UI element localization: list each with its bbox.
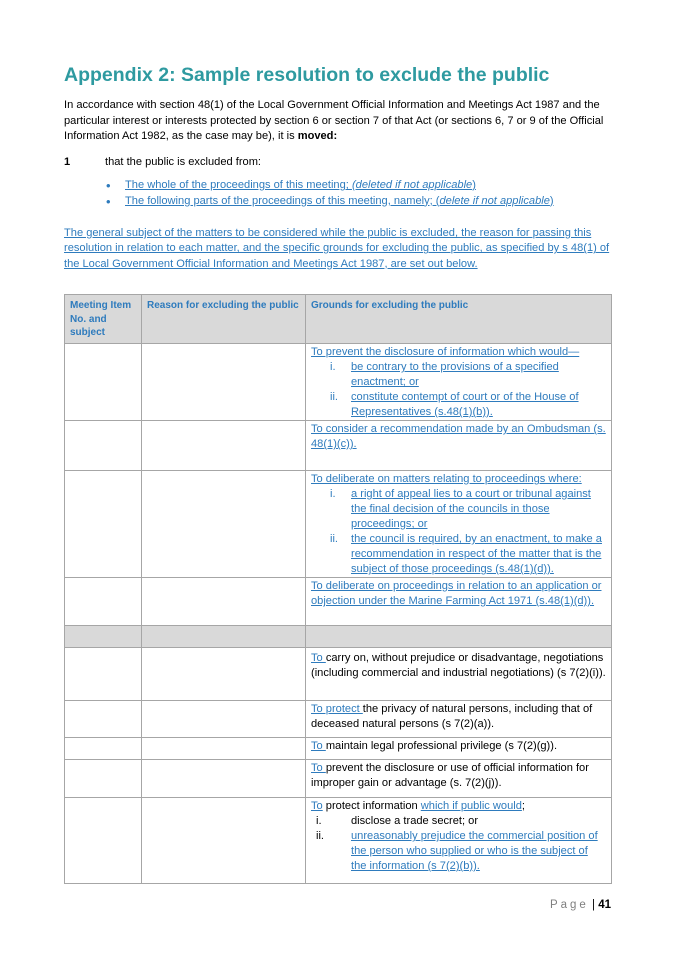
table-cell	[142, 344, 306, 421]
grounds-text[interactable]: To prevent the disclosure of information which would—	[311, 346, 580, 358]
table-cell	[65, 648, 142, 701]
grounds-cell	[306, 471, 612, 578]
general-subject-paragraph	[64, 226, 611, 272]
table-cell	[142, 626, 306, 648]
table-cell	[142, 578, 306, 626]
table-cell	[65, 578, 142, 626]
grounds-cell	[306, 344, 612, 421]
bullet-text[interactable]: The following parts of the proceedings of this meeting, namely; (delete if not applicable)	[125, 194, 554, 207]
list-item: ii. constitute contempt of court or of the House of Representatives (s.48(1)(b)).	[330, 391, 579, 418]
table-cell	[142, 648, 306, 701]
table-cell	[142, 421, 306, 471]
table-header-row	[65, 295, 612, 344]
header-grounds: Grounds for excluding the public	[306, 295, 612, 344]
table-cell	[65, 421, 142, 471]
intro-text: In accordance with section 48(1) of the Local Government Official Information and Meetings Act 1987 and the particular interest or interests protected by section 6 or section 7 of that Act (or sections 6, 7 or 9 of the Official Information Act 1982, as the case may be), it is	[64, 99, 604, 142]
table-cell	[65, 701, 142, 738]
grounds-text: maintain legal professional privilege (s 7(2)(g)).	[325, 740, 558, 752]
list-item: i. be contrary to the provisions of a specified enactment; or	[330, 361, 559, 388]
bullet-text[interactable]: The whole of the proceedings of this meeting; (deleted if not applicable)	[125, 179, 476, 191]
intro-paragraph	[64, 98, 611, 145]
footer-label: Page	[549, 899, 589, 911]
table-row	[65, 760, 612, 798]
grounds-text: carry on, without prejudice or disadvantage, negotiations (including commercial and industrial negotiations) (s 7(2)(i)).	[311, 652, 606, 679]
grounds-text: prevent the disclosure or use of official information for improper gain or advantage (s. 7(2)(j)).	[311, 762, 589, 789]
header-reason: Reason for excluding the public	[142, 295, 306, 344]
table-cell	[65, 626, 142, 648]
page-footer	[550, 899, 611, 911]
page-title: Appendix 2: Sample resolution to exclude the public	[64, 64, 550, 86]
table-cell	[65, 471, 142, 578]
table-cell	[65, 344, 142, 421]
exclusion-table	[64, 294, 612, 884]
grounds-link[interactable]: To protect	[311, 703, 363, 715]
grounds-cell	[306, 578, 612, 626]
table-row	[65, 578, 612, 626]
table-cell	[142, 738, 306, 760]
item-number: 1	[64, 156, 71, 168]
header-meeting-item: Meeting Item No. and subject	[65, 295, 142, 344]
page-number: 41	[598, 899, 611, 911]
grounds-text: protect information	[322, 800, 421, 812]
grounds-cell	[306, 648, 612, 701]
table-cell	[142, 701, 306, 738]
grounds-link[interactable]: To	[311, 740, 326, 752]
grounds-cell: To protect information which if public would; i. disclose a trade secret; or ii. unreasonably prejudice the commercial position of the person who supplied or who is the subject of the information (s 7(2)(b)).	[306, 798, 612, 884]
list-item: i. a right of appeal lies to a court or tribunal against the final decision of the councils in those proceedings; or	[330, 488, 591, 530]
grounds-text: the privacy of natural persons, including that of deceased natural persons (s 7(2)(a)).	[311, 703, 593, 730]
grounds-link[interactable]: To	[311, 762, 326, 774]
grounds-link[interactable]: To	[311, 800, 323, 812]
table-row	[65, 648, 612, 701]
grounds-text[interactable]: To deliberate on proceedings in relation to an application or objection under the Marine Farming Act 1971 (s.48(1)(d)).	[311, 580, 602, 607]
table-cell	[65, 760, 142, 798]
exclusion-options-list	[106, 178, 611, 209]
table-row	[65, 344, 612, 421]
grounds-cell	[306, 738, 612, 760]
grounds-text[interactable]: To deliberate on matters relating to proceedings where:	[311, 473, 582, 485]
grounds-text[interactable]: To consider a recommendation made by an Ombudsman (s. 48(1)(c)).	[311, 423, 606, 450]
table-separator-row	[65, 626, 612, 648]
footer-separator: |	[588, 899, 599, 911]
item-text: that the public is excluded from:	[105, 156, 262, 168]
resolution-item-1	[64, 155, 611, 170]
grounds-cell	[306, 760, 612, 798]
grounds-cell	[306, 701, 612, 738]
list-item	[106, 194, 611, 210]
table-row	[65, 798, 612, 884]
table-row	[65, 738, 612, 760]
list-item	[106, 178, 611, 194]
table-cell	[65, 798, 142, 884]
table-row	[65, 701, 612, 738]
grounds-cell	[306, 421, 612, 471]
grounds-link[interactable]: To	[311, 652, 326, 664]
intro-bold: moved:	[297, 130, 338, 142]
general-subject-link[interactable]: The general subject of the matters to be considered while the public is excluded, the reason for passing this resolution in relation to each matter, and the specific grounds for excluding the public, as specified by s 48(1) of the Local Government Official Information and Meetings Act 1987, are set out below.	[64, 227, 610, 270]
grounds-sublist	[311, 814, 606, 874]
grounds-sublist	[311, 487, 606, 577]
grounds-link[interactable]: which if public would	[420, 800, 522, 812]
table-row	[65, 421, 612, 471]
table-cell	[142, 760, 306, 798]
table-cell	[65, 738, 142, 760]
list-item: i. disclose a trade secret; or	[316, 815, 479, 827]
table-cell	[142, 798, 306, 884]
table-row	[65, 471, 612, 578]
table-cell	[306, 626, 612, 648]
list-item: ii. the council is required, by an enactment, to make a recommendation in respect of the matter that is the subject of those proceedings (s.48(1)(d)).	[330, 533, 602, 575]
list-item: ii. unreasonably prejudice the commercial position of the person who supplied or who is the subject of the information (s 7(2)(b)).	[316, 830, 598, 872]
grounds-sublist	[311, 360, 606, 420]
table-cell	[142, 471, 306, 578]
